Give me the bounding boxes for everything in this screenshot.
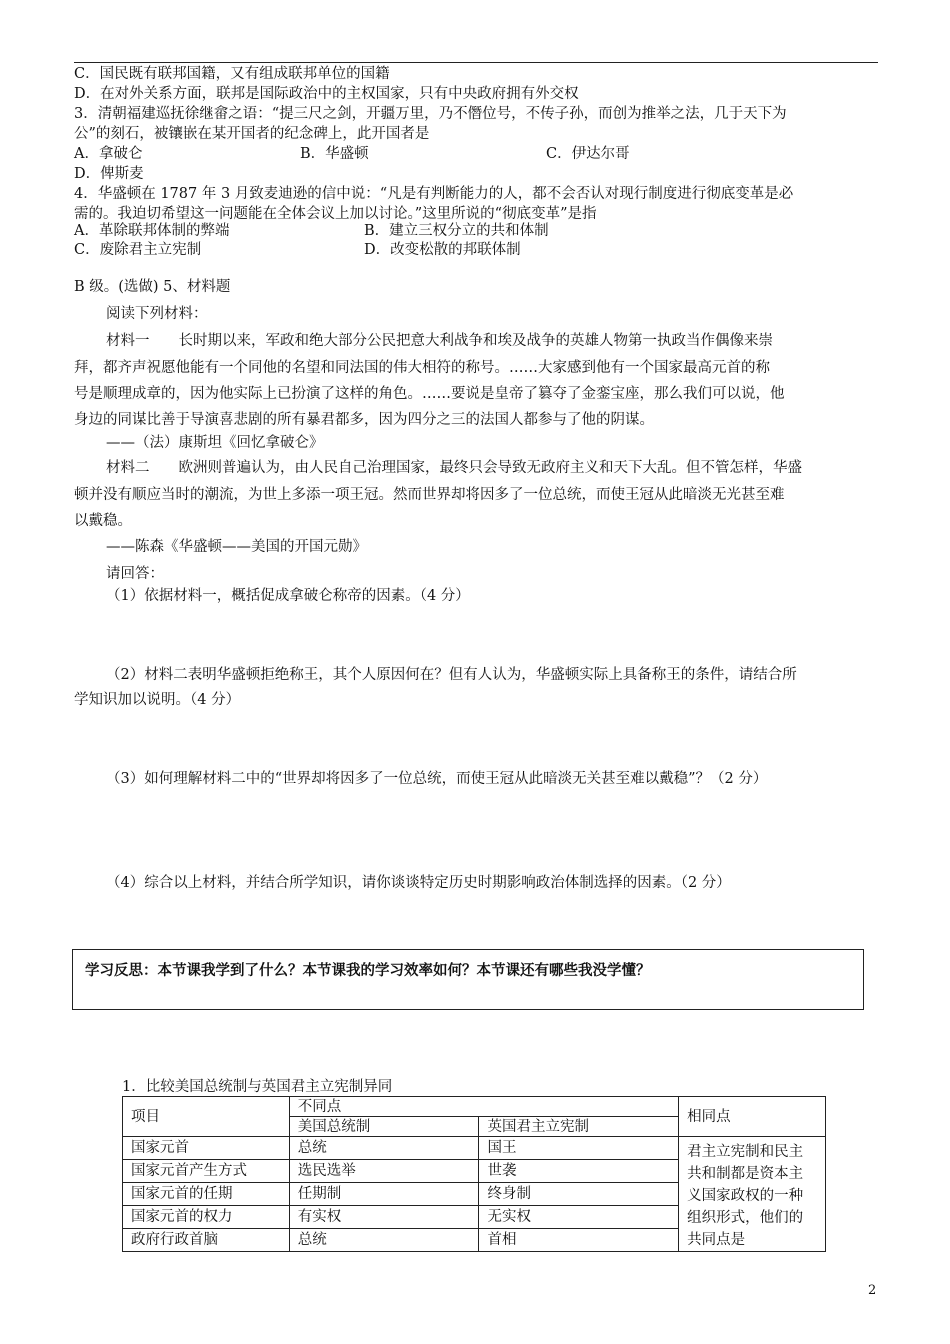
material-1-source: ——（法）康斯坦《回忆拿破仑》 xyxy=(106,435,324,451)
q4-option-d: D．改变松散的邦联体制 xyxy=(364,242,521,258)
material-1-text: 号是顺理成章的，因为他实际上已扮演了这样的角色。……要说是皇帝了篡夺了金銮宝座，那么我们可以说，他 xyxy=(74,386,785,402)
sub-question-1: （1）依据材料一，概括促成拿破仑称帝的因素。（4 分） xyxy=(106,588,470,604)
answer-prompt: 请回答： xyxy=(106,566,164,582)
read-instruction: 阅读下列材料： xyxy=(106,306,208,322)
material-2-text: 顿并没有顺应当时的潮流，为世上多添一项王冠。然而世界却将因多了一位总统，而使王冠从此暗淡无光甚至难 xyxy=(74,487,785,503)
row-us: 有实权 xyxy=(289,1206,479,1229)
material-1-text: 身边的同谋比善于导演喜悲剧的所有暴君都多，因为四分之三的法国人都参与了他的阴谋。 xyxy=(74,412,654,428)
row-us: 选民选举 xyxy=(289,1160,479,1183)
similarity-cell: 君主立宪制和民主共和制都是资本主义国家政权的一种组织形式，他们的共同点是 xyxy=(679,1137,826,1252)
header-us-presidential: 美国总统制 xyxy=(289,1117,479,1137)
q4-option-b: B．建立三权分立的共和体制 xyxy=(364,223,549,239)
q4-option-a: A．革除联邦体制的弊端 xyxy=(74,223,230,239)
row-item: 国家元首的权力 xyxy=(123,1206,290,1229)
comparison-table xyxy=(122,1096,826,1252)
material-1-text: 拜，都齐声祝愿他能有一个同他的名望和同法国的伟大相符的称号。……大家感到他有一个国家最高元首的称 xyxy=(74,360,770,376)
reflection-prompt: 学习反思：本节课我学到了什么？本节课我的学习效率如何？本节课还有哪些我没学懂？ xyxy=(85,963,651,979)
material-2-text: 以戴稳。 xyxy=(74,513,132,529)
question-4-text-cont: 需的。我迫切希望这一问题能在全体会议上加以讨论。”这里所说的“彻底变革”是指 xyxy=(74,206,597,222)
q4-option-c: C．废除君主立宪制 xyxy=(74,242,202,258)
reflection-box xyxy=(72,949,864,1010)
row-uk: 首相 xyxy=(479,1229,679,1252)
top-rule xyxy=(74,62,878,63)
header-similarities: 相同点 xyxy=(679,1097,826,1137)
header-item: 项目 xyxy=(123,1097,290,1137)
sub-question-3: （3）如何理解材料二中的“世界却将因多了一位总统，而使王冠从此暗淡无关甚至难以戴稳”？（2 分） xyxy=(106,771,768,787)
material-1-text: 材料一 长时期以来，军政和绝大部分公民把意大利战争和埃及战争的英雄人物第一执政当作偶像来崇 xyxy=(106,333,773,349)
sub-question-2: （2）材料二表明华盛顿拒绝称王，其个人原因何在？但有人认为，华盛顿实际上具备称王的条件，请结合所 xyxy=(106,667,797,683)
row-uk: 终身制 xyxy=(479,1183,679,1206)
option-c-line: C．国民既有联邦国籍，又有组成联邦单位的国籍 xyxy=(74,66,390,82)
row-us: 总统 xyxy=(289,1229,479,1252)
row-uk: 无实权 xyxy=(479,1206,679,1229)
question-3-text: 3．清朝福建巡抚徐继畲之语：“提三尺之剑，开疆万里，乃不僭位号，不传子孙，而创为推举之法，几于天下为 xyxy=(74,106,787,122)
row-item: 国家元首产生方式 xyxy=(123,1160,290,1183)
sub-question-4: （4）综合以上材料，并结合所学知识，请你谈谈特定历史时期影响政治体制选择的因素。（2 分） xyxy=(106,875,731,891)
q3-option-d: D．俾斯麦 xyxy=(74,166,144,182)
material-2-source: ——陈森《华盛顿——美国的开国元勋》 xyxy=(106,539,367,555)
q3-option-b: B．华盛顿 xyxy=(300,146,369,162)
row-us: 总统 xyxy=(289,1137,479,1160)
page-number: 2 xyxy=(868,1283,877,1298)
table-row xyxy=(123,1137,826,1160)
q3-option-a: A．拿破仑 xyxy=(74,146,143,162)
header-uk-monarchy: 英国君主立宪制 xyxy=(479,1117,679,1137)
row-uk: 国王 xyxy=(479,1137,679,1160)
material-2-text: 材料二 欧洲则普遍认为，由人民自己治理国家，最终只会导致无政府主义和天下大乱。但不管怎样，华盛 xyxy=(106,460,802,476)
option-d-line: D．在对外关系方面，联邦是国际政治中的主权国家，只有中央政府拥有外交权 xyxy=(74,86,579,102)
table-title: 1．比较美国总统制与英国君主立宪制异同 xyxy=(122,1079,393,1095)
row-us: 任期制 xyxy=(289,1183,479,1206)
header-differences: 不同点 xyxy=(289,1097,678,1117)
question-4-text: 4．华盛顿在 1787 年 3 月致麦迪逊的信中说：“凡是有判断能力的人，都不会否认对现行制度进行彻底变革是必 xyxy=(74,186,794,202)
question-3-text-cont: 公”的刻石，被镶嵌在某开国者的纪念碑上，此开国者是 xyxy=(74,126,430,142)
q3-option-c: C．伊达尔哥 xyxy=(546,146,630,162)
row-uk: 世袭 xyxy=(479,1160,679,1183)
row-item: 国家元首 xyxy=(123,1137,290,1160)
row-item: 政府行政首脑 xyxy=(123,1229,290,1252)
sub-question-2-cont: 学知识加以说明。（4 分） xyxy=(74,692,241,708)
row-item: 国家元首的任期 xyxy=(123,1183,290,1206)
material-question-heading: B 级。(选做) 5、材料题 xyxy=(74,279,231,295)
